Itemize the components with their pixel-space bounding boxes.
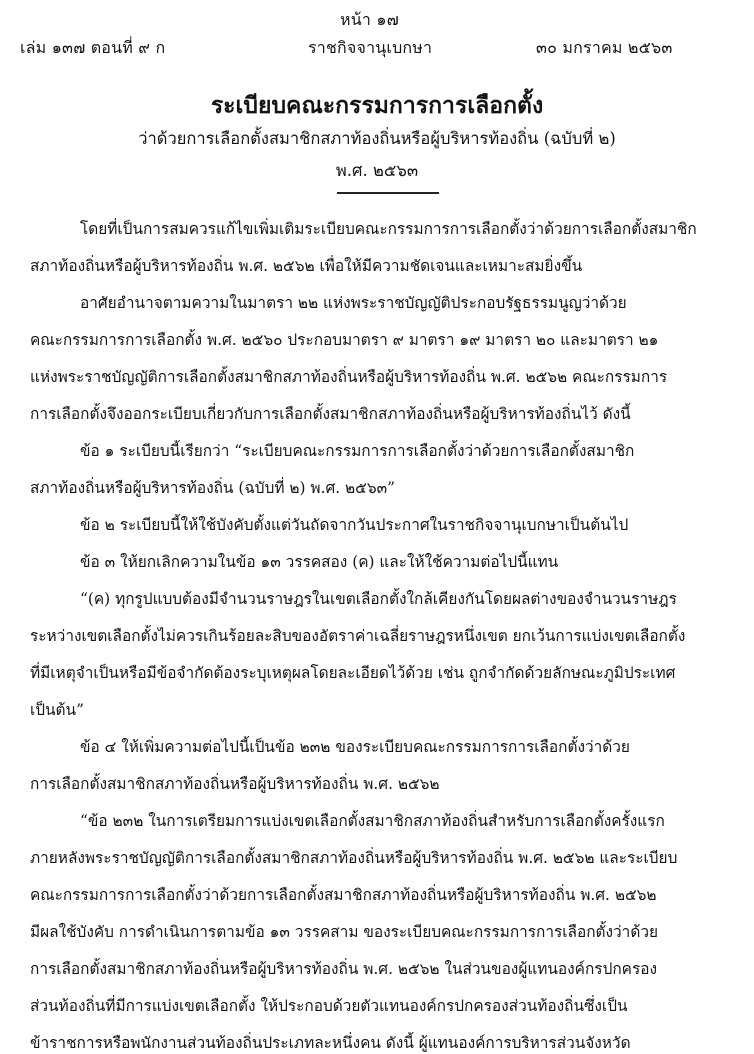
body-line: โดยที่เป็นการสมควรแก้ไขเพิ่มเติมระเบียบคณะกรรมการการเลือกตั้งว่าด้วยการเลือกตั้งสมาชิก bbox=[80, 220, 697, 238]
body-line: สภาท้องถิ่นหรือผู้บริหารท้องถิ่น (ฉบับที่ ๒) พ.ศ. ๒๕๖๓” bbox=[30, 479, 395, 497]
title-divider bbox=[337, 192, 439, 194]
body-line: มีผลใช้บังคับ การดำเนินการตามข้อ ๑๓ วรรคสาม ของระเบียบคณะกรรมการการเลือกตั้งว่าด้วย bbox=[30, 923, 658, 941]
body-line: ที่มีเหตุจำเป็นหรือมีข้อจำกัดต้องระบุเหตุผลโดยละเอียดไว้ด้วย เช่น ถูกจำกัดด้วยลักษณะภูมิประเทศ bbox=[30, 664, 676, 682]
body-line: การเลือกตั้งจึงออกระเบียบเกี่ยวกับการเลือกตั้งสมาชิกสภาท้องถิ่นหรือผู้บริหารท้องถิ่นไว้ ดังนี้ bbox=[30, 405, 631, 423]
volume-issue: เล่ม ๑๓๗ ตอนที่ ๙ ก bbox=[20, 38, 166, 57]
body-line: ภายหลังพระราชบัญญัติการเลือกตั้งสมาชิกสภาท้องถิ่นหรือผู้บริหารท้องถิ่น พ.ศ. ๒๕๖๒ และระเบียบ bbox=[30, 849, 678, 867]
body-line: การเลือกตั้งสมาชิกสภาท้องถิ่นหรือผู้บริหารท้องถิ่น พ.ศ. ๒๕๖๒ ในส่วนของผู้แทนองค์กรปกครอง bbox=[30, 960, 657, 978]
document-subtitle: ว่าด้วยการเลือกตั้งสมาชิกสภาท้องถิ่นหรือผู้บริหารท้องถิ่น (ฉบับที่ ๒) bbox=[138, 129, 616, 148]
body-line: ข้อ ๑ ระเบียบนี้เรียกว่า “ระเบียบคณะกรรมการการเลือกตั้งว่าด้วยการเลือกตั้งสมาชิก bbox=[80, 442, 635, 460]
body-line: อาศัยอำนาจตามความในมาตรา ๒๒ แห่งพระราชบัญญัติประกอบรัฐธรรมนูญว่าด้วย bbox=[80, 294, 627, 312]
body-line: สภาท้องถิ่นหรือผู้บริหารท้องถิ่น พ.ศ. ๒๕๖๒ เพื่อให้มีความชัดเจนและเหมาะสมยิ่งขึ้น bbox=[30, 257, 583, 275]
body-line: ข้อ ๒ ระเบียบนี้ให้ใช้บังคับตั้งแต่วันถัดจากวันประกาศในราชกิจจานุเบกษาเป็นต้นไป bbox=[80, 516, 629, 534]
body-line: ข้อ ๓ ให้ยกเลิกความในข้อ ๑๓ วรรคสอง (ค) และให้ใช้ความต่อไปนี้แทน bbox=[80, 553, 559, 571]
body-line: ข้อ ๔ ให้เพิ่มความต่อไปนี้เป็นข้อ ๒๓๒ ของระเบียบคณะกรรมการการเลือกตั้งว่าด้วย bbox=[80, 738, 630, 756]
body-line: “(ค) ทุกรูปแบบต้องมีจำนวนราษฎรในเขตเลือกตั้งใกล้เคียงกันโดยผลต่างของจำนวนราษฎร bbox=[80, 590, 677, 608]
body-line: “ข้อ ๒๓๒ ในการเตรียมการแบ่งเขตเลือกตั้งสมาชิกสภาท้องถิ่นสำหรับการเลือกตั้งครั้งแรก bbox=[80, 812, 665, 830]
gazette-name: ราชกิจจานุเบกษา bbox=[308, 38, 433, 57]
body-line: คณะกรรมการการเลือกตั้งว่าด้วยการเลือกตั้งสมาชิกสภาท้องถิ่นหรือผู้บริหารท้องถิ่น พ.ศ. ๒๕๖๒ bbox=[30, 886, 657, 904]
body-line: คณะกรรมการการเลือกตั้ง พ.ศ. ๒๕๖๐ ประกอบมาตรา ๙ มาตรา ๑๙ มาตรา ๒๐ และมาตรา ๒๑ bbox=[30, 331, 659, 349]
body-line: ระหว่างเขตเลือกตั้งไม่ควรเกินร้อยละสิบของอัตราค่าเฉลี่ยราษฎรหนึ่งเขต ยกเว้นการแบ่งเขตเลือกตั้ง bbox=[30, 627, 686, 645]
document-year: พ.ศ. ๒๕๖๓ bbox=[335, 161, 419, 180]
body-line: การเลือกตั้งสมาชิกสภาท้องถิ่นหรือผู้บริหารท้องถิ่น พ.ศ. ๒๕๖๒ bbox=[30, 775, 440, 793]
page-number: หน้า ๑๗ bbox=[340, 10, 399, 29]
document-title: ระเบียบคณะกรรมการการเลือกตั้ง bbox=[210, 92, 544, 119]
body-line: เป็นต้น” bbox=[30, 701, 84, 719]
body-line: ส่วนท้องถิ่นที่มีการแบ่งเขตเลือกตั้ง ให้ประกอบด้วยตัวแทนองค์กรปกครองส่วนท้องถิ่นซึ่งเป็น bbox=[30, 997, 628, 1015]
publication-date: ๓๐ มกราคม ๒๕๖๓ bbox=[536, 38, 673, 57]
body-line: ข้าราชการหรือพนักงานส่วนท้องถิ่นประเภทละหนึ่งคน ดังนี้ ผู้แทนองค์การบริหารส่วนจังหวัด bbox=[30, 1034, 631, 1052]
body-line: แห่งพระราชบัญญัติการเลือกตั้งสมาชิกสภาท้องถิ่นหรือผู้บริหารท้องถิ่น พ.ศ. ๒๕๖๒ คณะกรรมการ bbox=[30, 368, 668, 386]
